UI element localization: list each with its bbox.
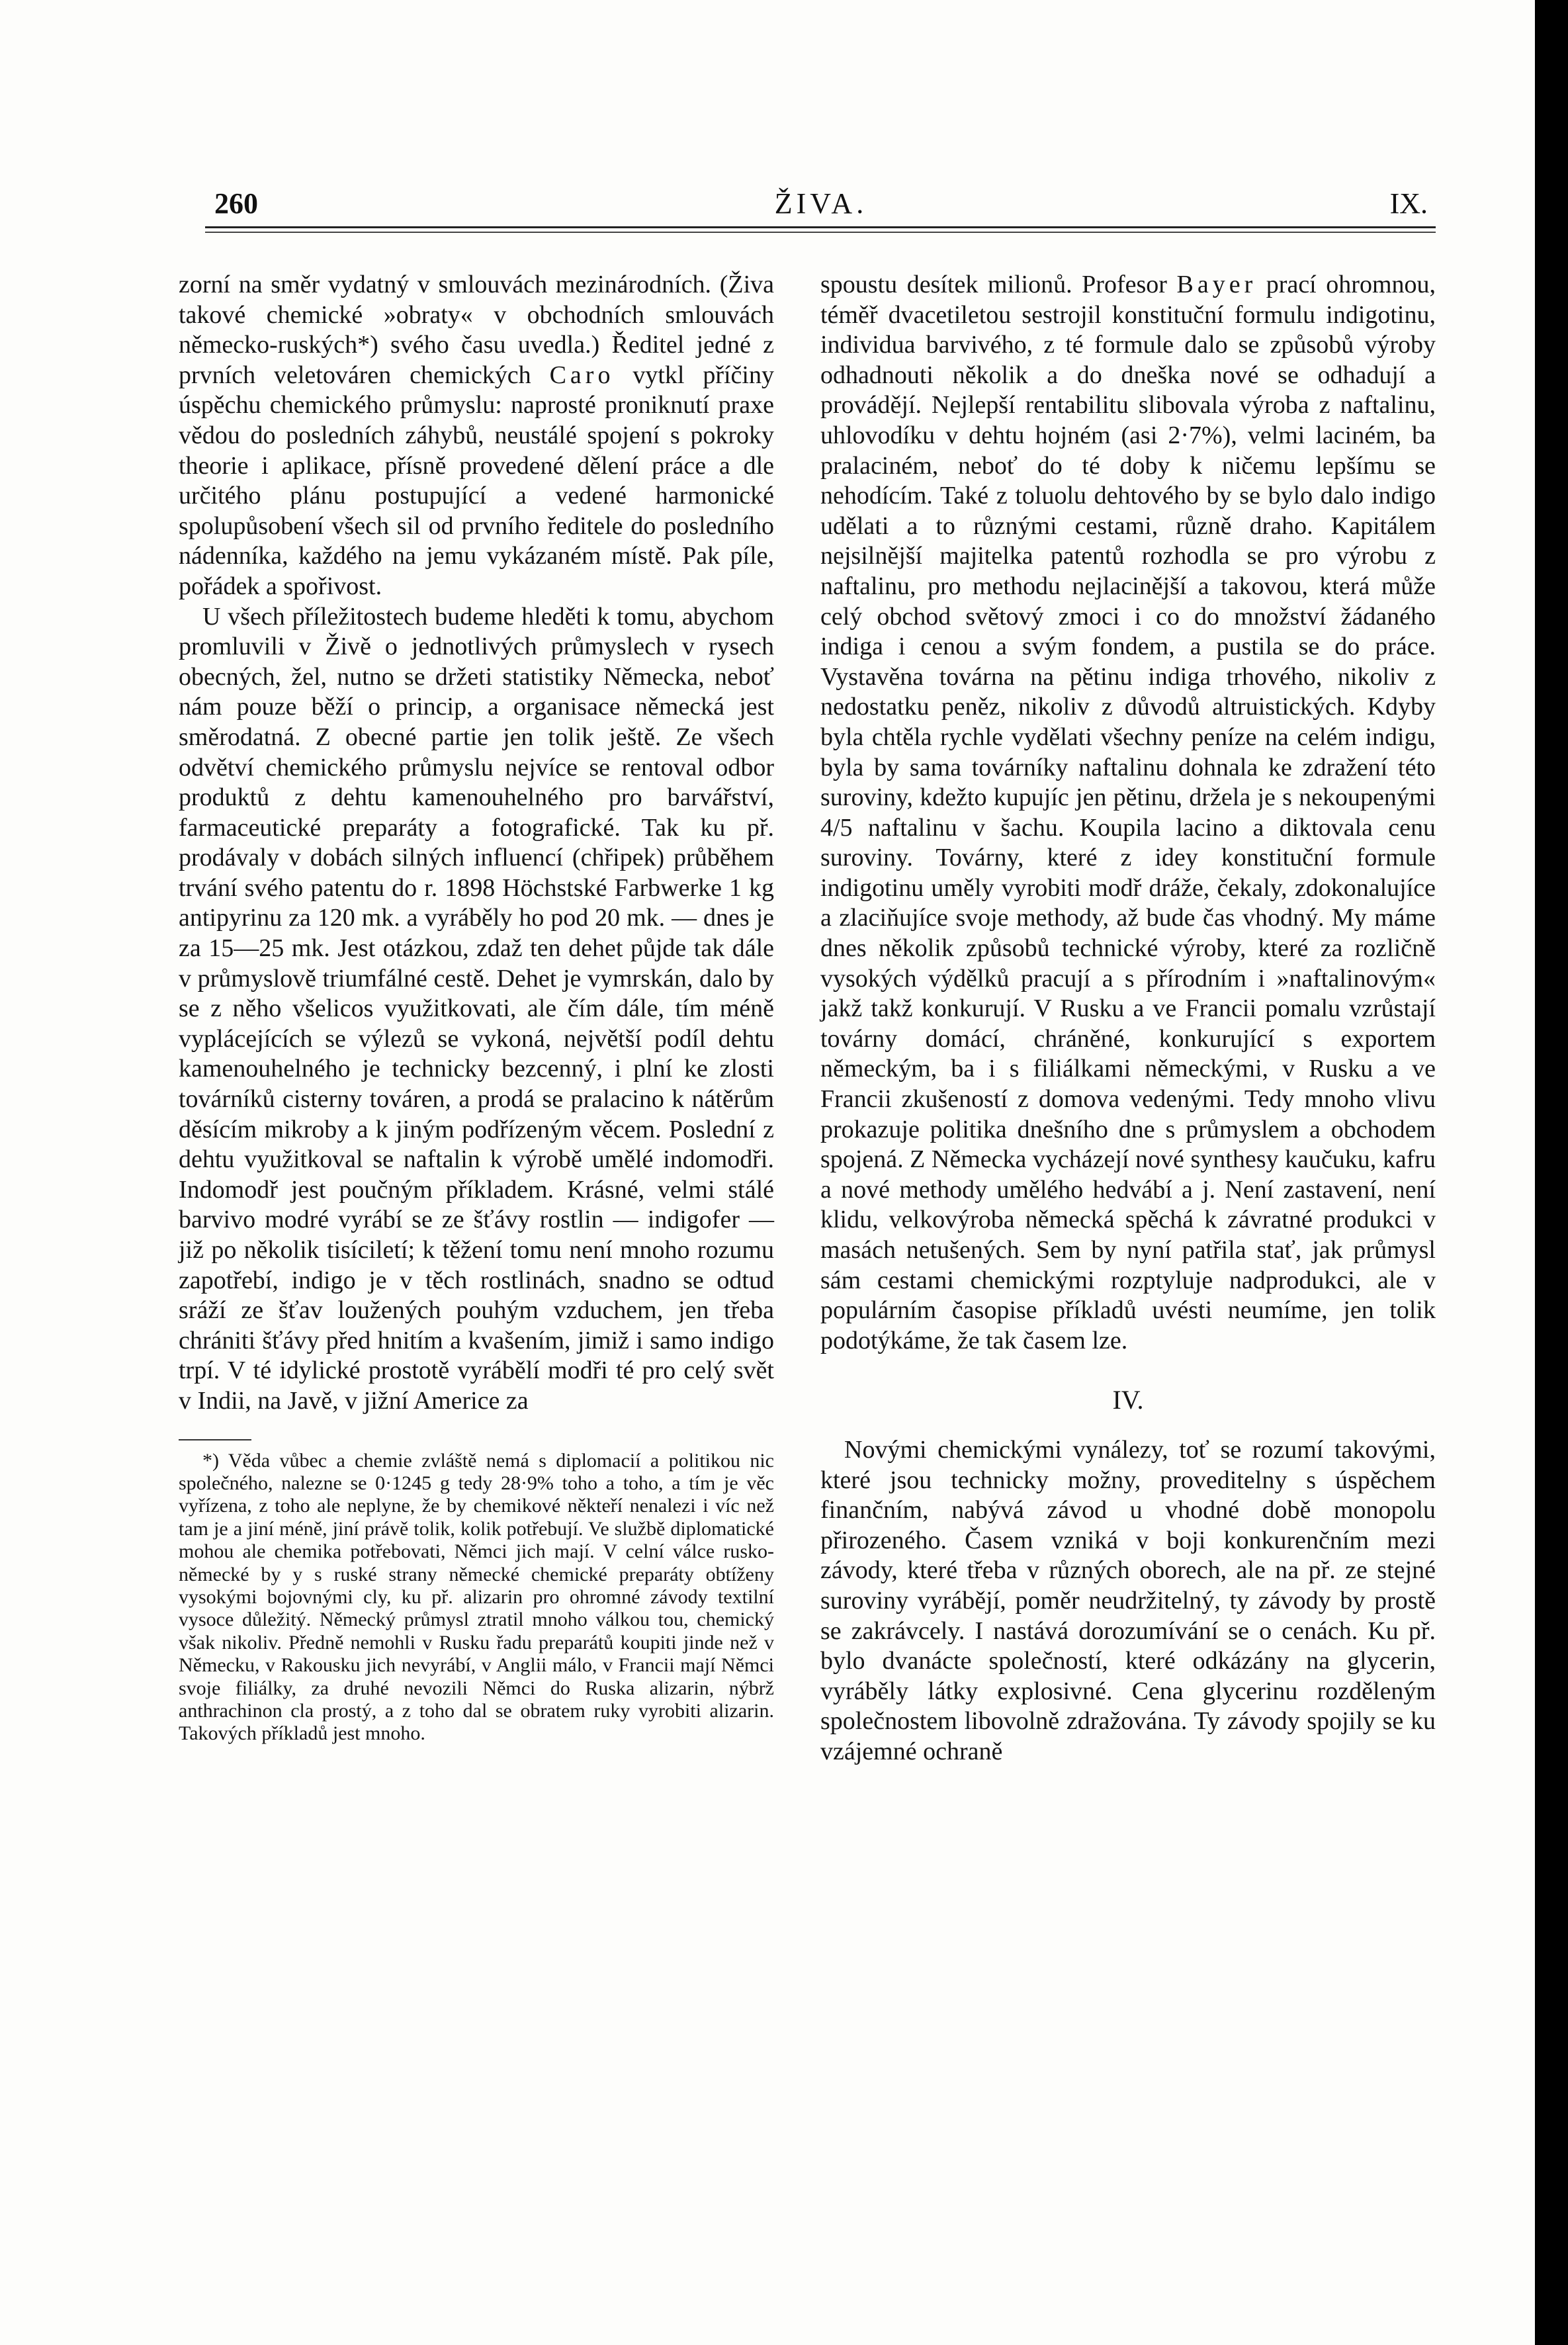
- paragraph-text: zorní na směr vydatný v smlouvách mezinárodních. (Živa takové chemické »obraty« v obchodních smlouvách německo-ruských*) svého času uvedla.) Ředitel jedné z prvních veletováren chemických: [179, 271, 774, 389]
- header-rule-thin: [205, 232, 1436, 233]
- footnote-rule: [179, 1439, 251, 1440]
- section-heading: IV.: [1112, 1385, 1144, 1415]
- paragraph: [820, 270, 1436, 1356]
- scan-border: [1535, 0, 1568, 2345]
- paragraph-text: prací ohromnou, téměř dvacetiletou sestrojil konstituční formulu indigotinu, individua barvivého, z té formule dalo se způsobů výroby odhadnouti několik a do dneška nové se odhadují a provádějí. Nejlepší rentabilitu slibovala výroba z naftalinu, uhlovodíku v dehtu hojném (asi 2·7%), velmi laciném, ba pralaciném, neboť do té doby k ničemu lepšímu se nehodícím. Také z toluolu dehtového by se bylo dalo indigo udělati a to různými cestami, různě draho. Kapitálem nejsilnější majitelka patentů rozhodla se pro výrobu z naftalinu, pro methodu nejlacinější a takovou, která může celý obchod světový zmoci i co do množství žádaného indiga i cenou a svým fondem, a pustila se do práce. Vystavěna továrna na pětinu indiga trhového, nikoliv z nedostatku peněz, nikoliv z důvodů altruistických. Kdyby byla chtěla rychle vydělati všechny peníze na celém indigu, byla by sama továrníky naftalinu dohnala ke zdražení této suroviny, kdežto kupujíc jen pětinu, držela je s nekoupenými 4/5 naftalinu v šachu. Koupila lacino a diktovala cenu suroviny. Továrny, které z idey konstituční formule indigotinu uměly vyrobiti modř dráže, čekaly, zdokonalujíce a zlaciňujíce svoje methody, až bude čas vhodný. My máme dnes několik způsobů technické výroby, které za rozličně vysokých výdělků pracují a s přírodním i »naftalinovým« jakž takž konkurují. V Rusku a ve Francii pomalu vzrůstají továrny domácí, chráněné, konkurující s exportem německým, ba i s filiálkami německými, v Rusku a ve Francii zkušeností z domova vedenými. Tedy mnoho vlivu prokazuje politika dnešního dne s průmyslem a obchodem spojená. Z Německa vycházejí nové synthesy kaučuku, kafru a nové methody umělého hedvábí a j. Není zastavení, není klidu, velkovýroba německá spěchá k závratné produkci v masách netušených. Sem by nyní patřila stať, jak průmysl sám cestami chemickými rozptyluje nadprodukci, ale v populárním časopise příkladů uvésti neumíme, jen tolik podotýkáme, že tak časem lze.: [820, 271, 1436, 1354]
- name-bayer: Bayer: [1176, 271, 1257, 298]
- paragraph: [179, 270, 774, 602]
- name-caro: Caro: [549, 361, 615, 389]
- right-column: [820, 270, 1436, 1767]
- paragraph-text: vytkl příčiny úspěchu chemického průmyslu: naprosté proniknutí praxe vědou do posledních záhybů, neustálé spojení s pokroky theorie i aplikace, přísně provedené dělení práce a dle určitého plánu postupující a vedené harmonické spolupůsobení všech sil od prvního ředitele do posledního nádenníka, každého na jemu vykázaném místě. Pak píle, pořádek a spořivost.: [179, 361, 774, 600]
- paragraph: U všech příležitostech budeme hleděti k tomu, abychom promluvili v Živě o jednotlivých průmyslech v rysech obecných, žel, nutno se držeti statistiky Německa, neboť nám pouze běží o princip, a organisace německá jest směrodatná. Z obecné partie jen tolik ještě. Ze všech odvětví chemického průmyslu nejvíce se rentoval odbor produktů z dehtu kamenouhelného pro barvářství, farmaceutické preparáty a fotografické. Tak ku př. prodávaly v dobách silných influencí (chřipek) průběhem trvání svého patentu do r. 1898 Höchstské Farbwerke 1 kg antipyrinu za 120 mk. a vyráběly ho pod 20 mk. — dnes je za 15—25 mk. Jest otázkou, zdaž ten dehet půjde tak dále v průmyslově triumfálné cestě. Dehet je vymrskán, dalo by se z něho všelicos využitkovati, ale čím dále, tím méně vyplácejících se výlezů se vykoná, největší podíl dehtu kamenouhelného je technicky bezcenný, i plní ke zlosti továrníků cisterny továren, a prodá se pralacino k nátěrům děsícím mikroby a k jiným podřízeným věcem. Poslední z dehtu využitkoval se naftalin k výrobě umělé indomodři. Indomodř jest poučným příkladem. Krásné, velmi stálé barvivo modré vyrábí se ze šťávy rostlin — indigofer — již po několik tisíciletí; k těžení tomu není mnoho rozumu zapotřebí, indigo je v těch rostlinách, snadno se odtud sráží ze šťav loužených pouhým vzduchem, jen třeba chrániti šťávy před hnitím a kvašením, jimiž i samo indigo trpí. V té idylické prostotě vyrábělí modři té pro celý svět v Indii, na Javě, v jižní Americe za: [179, 602, 774, 1415]
- header-rule: [205, 226, 1436, 228]
- left-column: [179, 270, 774, 1746]
- running-header: [214, 187, 1428, 226]
- paragraph: Novými chemickými vynálezy, toť se rozumí takovými, které jsou technicky možny, proveditelny s úspěchem finančním, nabývá závod u vhodné době monopolu přirozeného. Časem vzniká v boji konkurenčním mezi závody, které třeba v různých oborech, ale na př. ze stejné suroviny vyrábějí, poměr neudržitelný, ty závody by prostě se zakrávcely. I nastává dorozumívání se o cenách. Ku př. bylo dvanácte společností, které odkázány na glycerin, vyráběly látky explosivné. Cena glycerinu rozděleným společnostem libovolně zdražována. Ty závody spojily se ku vzájemné ochraně: [820, 1435, 1436, 1765]
- page-number: 260: [214, 187, 258, 220]
- journal-title: ŽIVA.: [774, 187, 868, 220]
- paragraph-text: spoustu desítek milionů. Profesor: [820, 271, 1167, 298]
- volume-number: IX.: [1389, 187, 1428, 220]
- footnote: *) Věda vůbec a chemie zvláště nemá s diplomacií a politikou nic společného, nalezne se 0·1245 g tedy 28·9% toho a toho, a tím je věc vyřízena, z toho ale neplyne, že by chemikové někteří nenalezi i víc než tam je a jiní méně, jiní právě tolik, kolik potřebují. Ve službě diplomatické mohou ale chemika potřebovati, Němci jich mají. V celní válce rusko-německé by y s ruské strany německé chemické preparáty obtíženy vysokými bojovnými cly, ku př. alizarin pro ohromné závody textilní vysoce důležitý. Německý průmysl ztratil mnoho válkou tou, chemický však nikoliv. Předně nemohli v Rusku řadu preparátů koupiti jinde než v Německu, v Rakousku jich nevyrábí, v Anglii málo, v Francii mají Němci svoje filiálky, za druhé nevozili Němci do Ruska alizarin, nýbrž anthrachinon cla prostý, a z toho dal se obratem ruky vyrobiti alizarin. Takových příkladů jest mnoho.: [179, 1449, 774, 1745]
